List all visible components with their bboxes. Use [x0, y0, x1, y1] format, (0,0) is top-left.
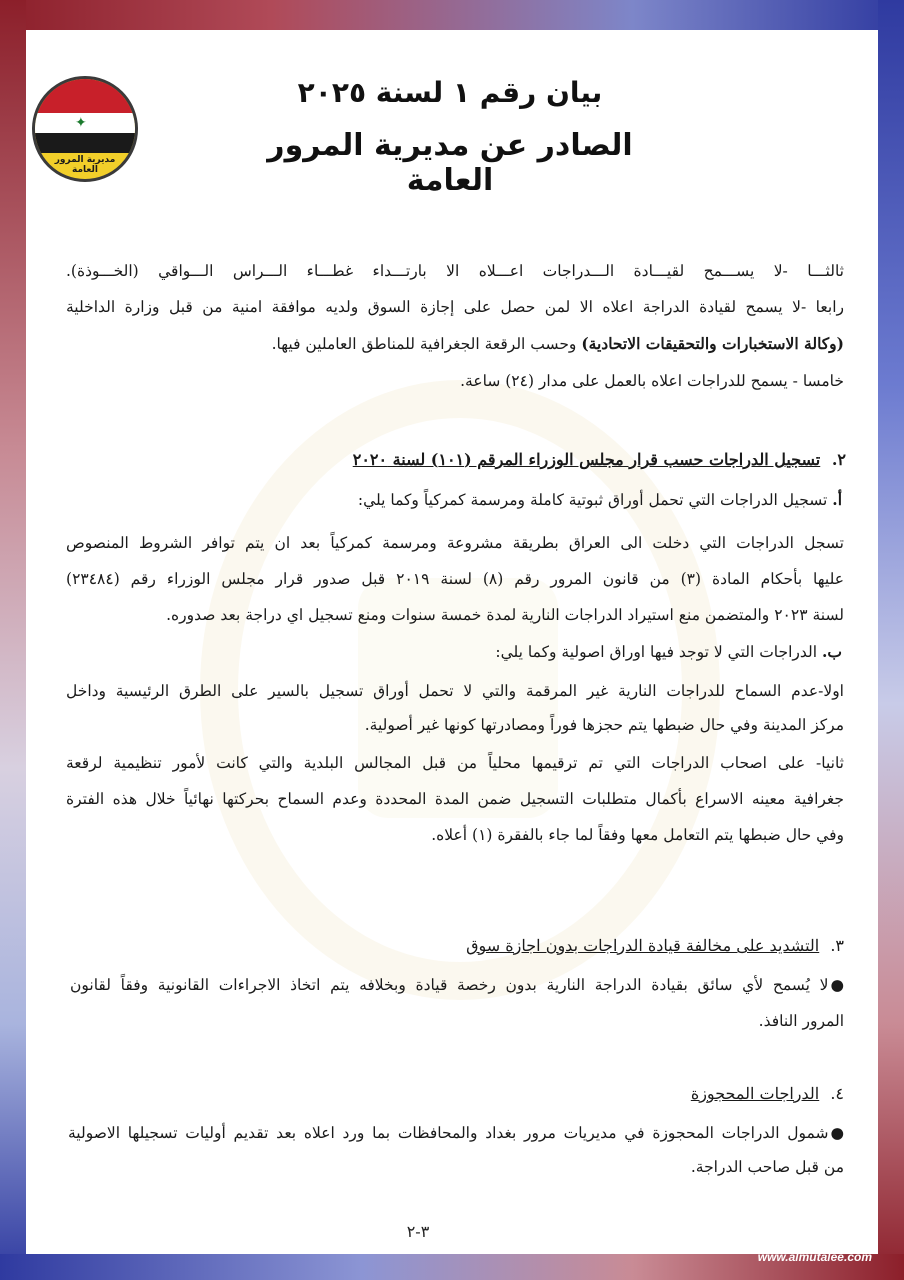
section3-bullet-line1	[70, 976, 844, 994]
logo-text: مديرية المرور العامة	[54, 155, 116, 175]
flag-emblem-icon: ✦	[75, 115, 87, 131]
section4-heading	[691, 1084, 844, 1103]
sub-a-line3: لسنة ٢٠٢٣ والمتضمن منع استيراد الدراجات النارية لمدة خمسة سنوات ومنع تسجيل اي دراجة بعد صدوره.	[166, 606, 844, 624]
page-number: ٣-٢	[406, 1222, 430, 1241]
sub-b-second-line3: وفي حال ضبطها يتم التعامل معها وفقاً لما جاء بالفقرة (١) أعلاه.	[431, 826, 844, 844]
section4-bullet-line2: من قبل صاحب الدراجة.	[690, 1158, 844, 1176]
section3-title: التشديد على مخالفة قيادة الدراجات بدون اجازة سوق	[466, 936, 820, 955]
section3-bullet-line2: المرور النافذ.	[758, 1012, 844, 1030]
section4-bullet-text: شمول الدراجات المحجوزة في مديريات مرور بغداد والمحافظات بما ورد اعلاه بعد تقديم أوليات تسجيلها الاصولية	[68, 1124, 829, 1142]
statement-title: بيان رقم ١ لسنة ٢٠٢٥	[297, 76, 603, 109]
section3-heading	[466, 936, 844, 955]
section2-title: تسجيل الدراجات حسب قرار مجلس الوزراء المرقم (١٠١) لسنة ٢٠٢٠	[352, 450, 821, 469]
bullet-icon: ●	[830, 1124, 844, 1142]
sub-b-label: ب.	[822, 642, 842, 661]
sub-a-title	[358, 490, 842, 509]
sub-a-line2: عليها بأحكام المادة (٣) من قانون المرور رقم (٨) لسنة ٢٠١٩ قبل صدور قرار مجلس الوزراء رقم (٢٣٤٨٤)	[66, 570, 844, 588]
section4-bullet-line1	[68, 1124, 844, 1142]
bullet-icon: ●	[830, 976, 844, 994]
section3-number: ٣.	[830, 936, 844, 955]
sub-b-first-line1: اولا-عدم السماح للدراجات النارية غير المرقمة والتي لا تحمل أوراق تسجيل بالسير على الطرق الرئيسية وداخل	[66, 682, 844, 700]
section2-heading	[353, 450, 846, 469]
item-fourth-line1: رابعا -لا يسمح لقيادة الدراجة اعلاه الا لمن حصل على إجازة السوق ولديه موافقة امنية من قبل وزارة الداخلية	[66, 298, 844, 316]
item-fifth: خامسا - يسمح للدراجات اعلاه بالعمل على مدار (٢٤) ساعة.	[460, 372, 844, 390]
section4-title: الدراجات المحجوزة	[690, 1084, 820, 1103]
border-right	[878, 0, 904, 1280]
section4-number: ٤.	[830, 1084, 844, 1103]
sub-b-second-line1: ثانيا- على اصحاب الدراجات التي تم ترقيمها محلياً من قبل المجالس البلدية والتي كانت لأمور تنظيمية لرقعة	[66, 754, 844, 772]
agency-name: (وكالة الاستخبارات والتحقيقات الاتحادية)	[581, 334, 844, 353]
item-fourth-rest: وحسب الرقعة الجغرافية للمناطق العاملين فيها.	[271, 335, 577, 353]
source-watermark: www.almutalee.com	[757, 1250, 872, 1264]
sub-b-first-line2: مركز المدينة وفي حال ضبطها يتم حجزها فوراً ومصادرتها كونها غير أصولية.	[364, 716, 844, 734]
traffic-directorate-logo	[32, 76, 138, 182]
sub-a-line1: تسجل الدراجات التي دخلت الى العراق بطريقة مشروعة ومرسمة كمركياً بعد ان يتم توافر الشروط المنصوص	[66, 534, 844, 552]
item-fourth-line2	[272, 334, 844, 353]
border-left	[0, 0, 26, 1280]
issuer-title: الصادر عن مديرية المرور العامة	[267, 128, 633, 198]
sub-b-title-text: الدراجات التي لا توجد فيها اوراق اصولية وكما يلي:	[495, 643, 818, 661]
section3-bullet-text: لا يُسمح لأي سائق بقيادة الدراجة النارية بدون رخصة قيادة وبخلافه يتم اتخاذ الاجراءات القانونية وفقاً لقانون	[70, 976, 829, 994]
sub-b-title	[495, 642, 842, 661]
section2-number: ٢.	[831, 450, 846, 469]
sub-b-second-line2: جغرافية معينه الاسراع بأكمال متطلبات التسجيل ضمن المدة المحددة وعدم السماح بحركتها نهائياً خلال هذه الفترة	[66, 790, 844, 808]
sub-a-label: أ.	[832, 490, 842, 509]
sub-a-title-text: تسجيل الدراجات التي تحمل أوراق ثبوتية كاملة ومرسمة كمركياً وكما يلي:	[357, 491, 828, 509]
item-third: ثالثـــا -لا يســـمح لقيـــادة الـــدراجات اعـــلاه الا بارتـــداء غطـــاء الـــراس الـــواقي (الخـــوذة).	[66, 262, 844, 280]
border-top	[0, 0, 904, 30]
